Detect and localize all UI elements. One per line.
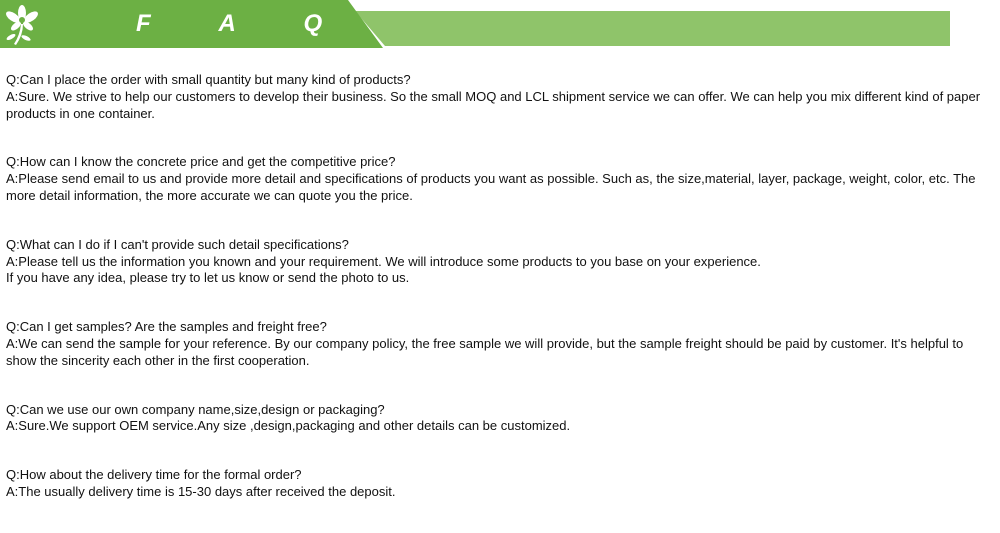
faq-list (6, 72, 996, 533)
faq-item (6, 402, 996, 436)
faq-answer: A:Please send email to us and provide more detail and specifications of products you want as possible. Such as, the size,material, layer, package, weight, color, etc. The more detail information, the more accurate we can quote you the price. (6, 171, 976, 203)
faq-question: Q:How can I know the concrete price and get the competitive price? (6, 154, 396, 170)
faq-item (6, 72, 996, 122)
banner-title: F A Q (136, 10, 354, 37)
faq-item (6, 237, 996, 287)
faq-item (6, 319, 996, 369)
faq-answer: A:Sure. We strive to help our customers to develop their business. So the small MOQ and LCL shipment service we can offer. We can help you mix different kind of paper products in one container. (6, 88, 981, 121)
faq-question: Q:How about the delivery time for the formal order? (6, 467, 302, 483)
faq-question: Q:What can I do if I can't provide such detail specifications? (6, 236, 349, 252)
faq-item (6, 154, 996, 204)
faq-answer: A:We can send the sample for your reference. By our company policy, the free sample we will provide, but the sample freight should be paid by customer. It's helpful to show the sincerity each other in the first cooperation. (6, 335, 964, 368)
banner-light-stripe (355, 11, 950, 46)
faq-item (6, 467, 996, 501)
faq-question: Q:Can I place the order with small quantity but many kind of products? (6, 72, 411, 87)
faq-answer: A:Sure.We support OEM service.Any size ,design,packaging and other details can be customized. (6, 418, 571, 434)
faq-question: Q:Can I get samples? Are the samples and freight free? (6, 319, 327, 335)
faq-answer: A:The usually delivery time is 15-30 days after received the deposit. (6, 483, 396, 499)
faq-answer-continued: If you have any idea, please try to let us know or send the photo to us. (6, 270, 410, 286)
faq-banner (0, 0, 1000, 50)
faq-answer: A:Please tell us the information you known and your requirement. We will introduce some products to you base on your experience. (6, 253, 761, 269)
flower-icon (0, 0, 44, 46)
faq-question: Q:Can we use our own company name,size,design or packaging? (6, 401, 385, 417)
